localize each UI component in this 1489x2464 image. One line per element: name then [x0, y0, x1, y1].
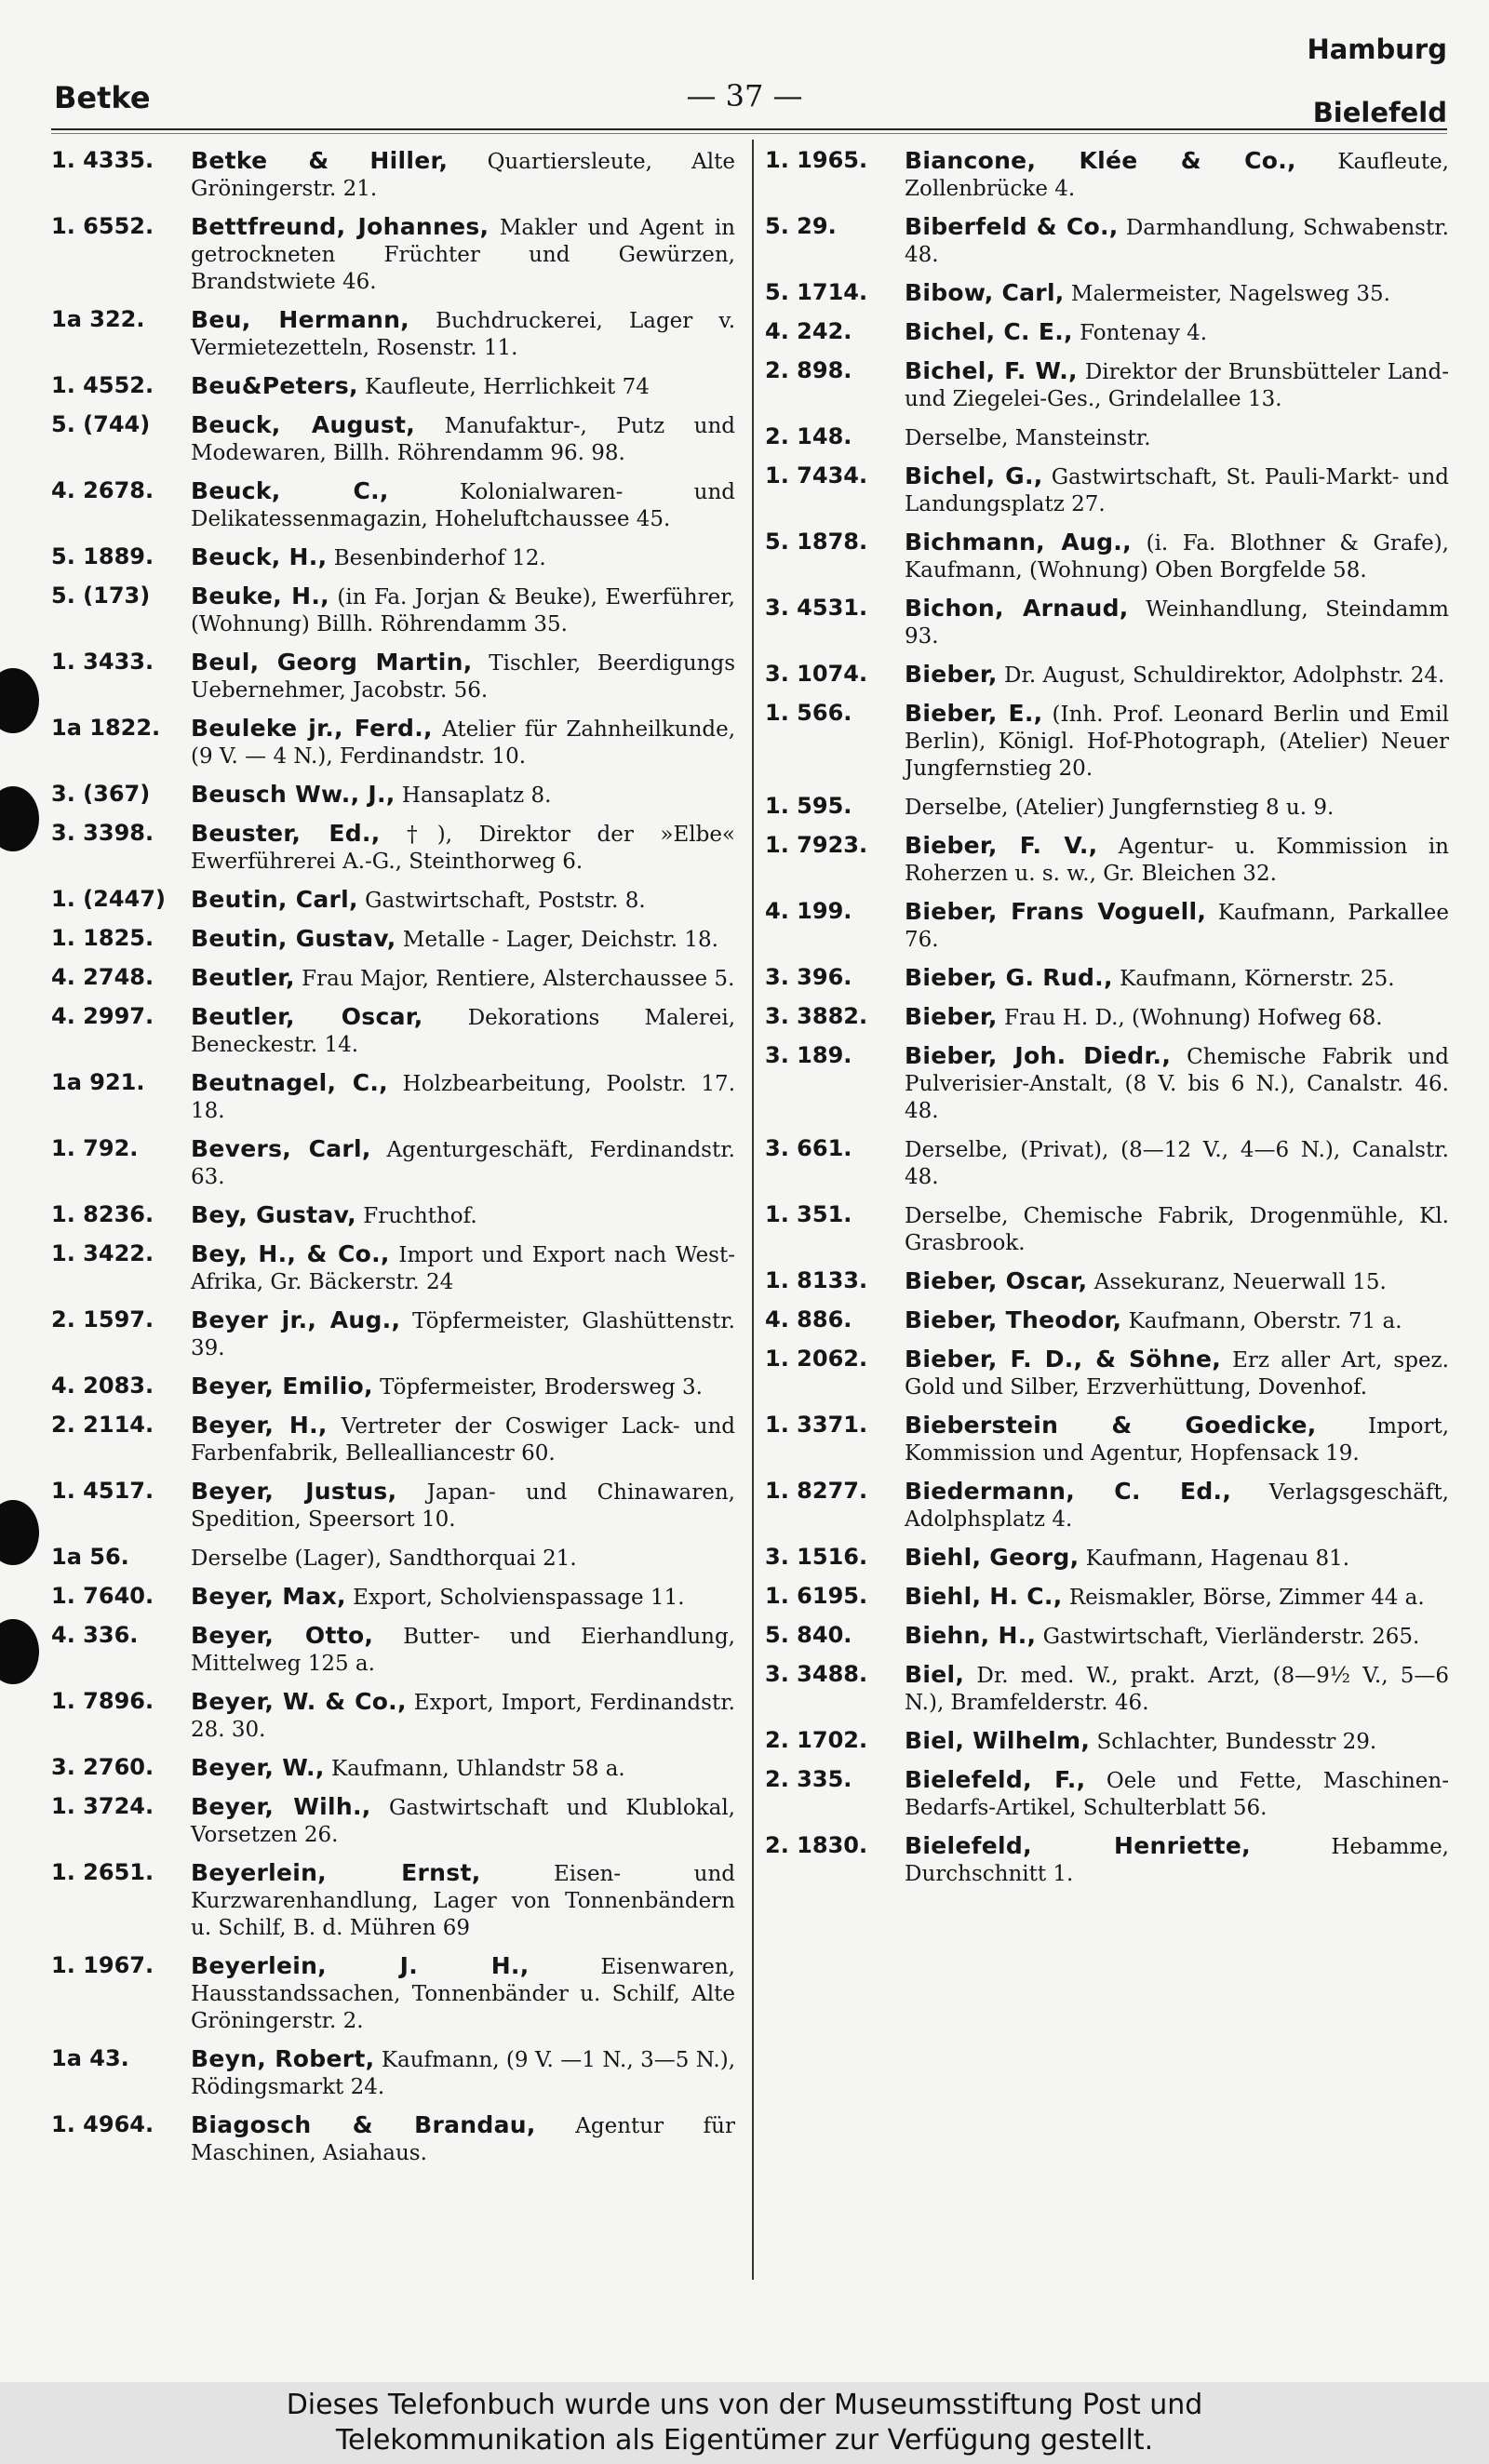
entry-number: 1. 4335. [51, 147, 154, 173]
directory-entry [765, 832, 1449, 888]
directory-entry [51, 147, 735, 203]
directory-entry [51, 2111, 735, 2167]
entry-description: Derselbe, (Privat), (8—12 V., 4—6 N.), Canalstr. 48. [905, 1138, 1449, 1189]
entry-name: Beutler, Oscar, [191, 1003, 423, 1030]
entry-description: Derselbe, Chemische Fabrik, Drogenmühle, Kl. Grasbrook. [905, 1204, 1449, 1255]
entry-name: Bieber, [905, 661, 998, 688]
entry-description: Fontenay 4. [1080, 321, 1208, 345]
entry-description: Holzbearbeitung, Poolstr. 17. 18. [191, 1072, 735, 1123]
directory-entry [51, 543, 735, 572]
entry-number: 1. 792. [51, 1135, 139, 1161]
entry-description: Dr. August, Schuldirektor, Adolphstr. 24. [1004, 663, 1445, 688]
entry-name: Bieber, Frans Voguell, [905, 898, 1207, 925]
entry-name: Biehl, H. C., [905, 1583, 1063, 1610]
entry-description: Dekorations Malerei, Beneckestr. 14. [191, 1006, 736, 1057]
entry-name: Beyer jr., Aug., [191, 1306, 401, 1333]
entry-name: Bichmann, Aug., [905, 529, 1132, 556]
entry-name: Beyer, W., [191, 1754, 325, 1781]
entry-description: Oele und Fette, Maschinen-Bedarfs-Artikel, Schulterblatt 56. [905, 1769, 1450, 1820]
entry-description: Gastwirtschaft, St. Pauli-Markt- und Landungsplatz 27. [905, 465, 1449, 516]
entry-number: 1. 8277. [765, 1478, 868, 1504]
entry-description: Chemische Fabrik und Pulverisier-Anstalt, (8 V. bis 6 N.), Canalstr. 46. 48. [905, 1045, 1449, 1123]
entry-name: Biehl, Georg, [905, 1544, 1080, 1571]
entry-number: 3. 3488. [765, 1661, 868, 1687]
entry-description: Malermeister, Nagelsweg 35. [1070, 282, 1390, 306]
entry-number: 1. 4517. [51, 1478, 154, 1504]
entry-name: Beuck, H., [191, 543, 328, 570]
entry-name: Beyerlein, J. H., [191, 1952, 530, 1979]
entry-name: Bichon, Arnaud, [905, 595, 1129, 622]
entry-name: Beusch Ww., J., [191, 781, 396, 808]
entry-name: Beutler, [191, 964, 295, 991]
punch-hole [0, 1619, 39, 1684]
entry-number: 1. (2447) [51, 886, 166, 912]
entry-description: Assekuranz, Neuerwall 15. [1093, 1270, 1387, 1294]
entry-number: 1. 1965. [765, 147, 868, 173]
entry-name: Bieber, F. V., [905, 832, 1098, 859]
directory-entry [765, 1003, 1449, 1032]
entry-number: 3. 2760. [51, 1754, 154, 1780]
entry-number: 3. 3882. [765, 1003, 868, 1029]
entry-number: 1. 8236. [51, 1201, 154, 1227]
entry-number: 1a 921. [51, 1069, 145, 1095]
directory-entry [51, 1306, 735, 1362]
directory-entry [51, 925, 735, 954]
directory-entry [51, 1793, 735, 1849]
directory-entry [51, 781, 735, 810]
entry-number: 3. 4531. [765, 595, 868, 621]
entry-number: 5. (744) [51, 411, 151, 437]
ownership-caption [0, 2382, 1489, 2464]
directory-entry [765, 1583, 1449, 1612]
caption-line-2: Telekommunikation als Eigentümer zur Verfügung gestellt. [335, 2424, 1154, 2457]
entry-description: Kaufmann, Körnerstr. 25. [1120, 967, 1395, 991]
entry-name: Beu&Peters, [191, 372, 358, 399]
entry-number: 4. 2083. [51, 1373, 154, 1399]
directory-entry [765, 279, 1449, 308]
directory-entry [765, 1544, 1449, 1573]
entry-description: †), Direktor der »Elbe« Ewerführerei A.-G., Steinthorweg 6. [191, 823, 735, 874]
entry-description: Töpfermeister, Glashüttenstr. 39. [191, 1309, 735, 1360]
entry-number: 1. 6552. [51, 213, 154, 239]
entry-description: Derselbe, (Atelier) Jungfernstieg 8 u. 9. [905, 796, 1335, 820]
entry-number: 3. 661. [765, 1135, 852, 1161]
directory-entry [765, 1412, 1449, 1467]
entry-name: Biedermann, C. Ed., [905, 1478, 1232, 1505]
directory-entry [51, 820, 735, 876]
directory-entry [51, 1003, 735, 1059]
entry-name: Bey, H., & Co., [191, 1240, 390, 1267]
entry-name: Bichel, G., [905, 462, 1043, 489]
entry-name: Bichel, C. E., [905, 318, 1073, 345]
entry-name: Bieber, Joh. Diedr., [905, 1042, 1172, 1069]
directory-entry [51, 886, 735, 915]
entry-name: Beuck, C., [191, 477, 389, 504]
entry-number: 4. 199. [765, 898, 852, 924]
entry-number: 2. 898. [765, 357, 852, 383]
column-separator [752, 140, 754, 2280]
entry-description: Kaufleute, Zollenbrücke 4. [905, 150, 1449, 201]
entry-name: Biehn, H., [905, 1622, 1037, 1649]
entry-name: Bey, Gustav, [191, 1201, 356, 1228]
entry-description: (i. Fa. Blothner & Grafe), Kaufmann, (Wohnung) Oben Borgfelde 58. [905, 531, 1449, 583]
entry-description: Gastwirtschaft und Klublokal, Vorsetzen 26. [191, 1796, 735, 1847]
page-number: — 37 — [686, 78, 803, 114]
directory-entry [51, 411, 735, 467]
entry-number: 3. 396. [765, 964, 852, 990]
directory-entry [765, 1306, 1449, 1335]
entry-description: (Inh. Prof. Leonard Berlin und Emil Berlin), Königl. Hof-Photograph, (Atelier) Neuer Jungfernstieg 20. [905, 703, 1449, 781]
entry-name: Biel, [905, 1661, 965, 1688]
entry-name: Beyerlein, Ernst, [191, 1859, 481, 1886]
directory-entry [51, 1622, 735, 1678]
entry-number: 1. 595. [765, 793, 852, 819]
directory-entry [765, 1622, 1449, 1651]
directory-entry [51, 1412, 735, 1467]
entry-number: 3. 1516. [765, 1544, 868, 1570]
entry-number: 5. 840. [765, 1622, 852, 1648]
entry-name: Bieber, Theodor, [905, 1306, 1122, 1333]
entry-description: Gastwirtschaft, Vierländerstr. 265. [1042, 1625, 1420, 1649]
entry-description: Kolonialwaren- und Delikatessenmagazin, Hoheluftchaussee 45. [191, 480, 736, 531]
directory-entry [765, 700, 1449, 783]
entry-number: 1. 3724. [51, 1793, 154, 1819]
directory-entry [51, 1478, 735, 1533]
entry-description: Agenturgeschäft, Ferdinandstr. 63. [191, 1138, 735, 1189]
entry-name: Beyer, Emilio, [191, 1373, 373, 1399]
entry-name: Beuster, Ed., [191, 820, 381, 847]
entry-name: Bieberstein & Goedicke, [905, 1412, 1317, 1439]
entry-name: Biancone, Klée & Co., [905, 147, 1296, 174]
entry-number: 1a 1822. [51, 715, 161, 741]
entry-description: Fruchthof. [363, 1204, 477, 1228]
entry-description: Agentur- u. Kommission in Roherzen u. s. w., Gr. Bleichen 32. [905, 835, 1449, 886]
directory-entry [51, 1544, 735, 1573]
entry-name: Beyer, H., [191, 1412, 328, 1439]
entry-description: Agentur für Maschinen, Asiahaus. [191, 2114, 735, 2165]
entry-name: Bichel, F. W., [905, 357, 1078, 384]
entry-description: Kaufleute, Herrlichkeit 74 [365, 375, 650, 399]
entry-number: 5. 29. [765, 213, 837, 239]
directory-entry [765, 462, 1449, 518]
entry-description: Manufaktur-, Putz und Modewaren, Billh. Röhrendamm 96. 98. [191, 414, 735, 465]
entry-name: Beutnagel, C., [191, 1069, 388, 1096]
entry-description: Reismakler, Börse, Zimmer 44 a. [1068, 1586, 1425, 1610]
entry-number: 1. 7896. [51, 1688, 154, 1714]
directory-entry [765, 1661, 1449, 1717]
punch-hole [0, 1500, 39, 1565]
directory-entry [765, 1042, 1449, 1125]
entry-description: Quartiersleute, Alte Gröningerstr. 21. [191, 150, 735, 201]
directory-entry [51, 477, 735, 533]
entry-number: 5. 1889. [51, 543, 154, 569]
entry-number: 4. 336. [51, 1622, 139, 1648]
entry-name: Bevers, Carl, [191, 1135, 371, 1162]
entry-number: 3. (367) [51, 781, 151, 807]
entry-description: Verlagsgeschäft, Adolphsplatz 4. [905, 1480, 1449, 1532]
entry-number: 4. 242. [765, 318, 852, 344]
entry-number: 1. 2062. [765, 1346, 868, 1372]
entry-description: Besenbinderhof 12. [333, 546, 546, 570]
directory-entry [765, 1832, 1449, 1888]
entry-name: Bielefeld, F., [905, 1766, 1086, 1793]
entry-name: Beyer, W. & Co., [191, 1688, 407, 1715]
directory-entry [51, 583, 735, 638]
entry-description: Vertreter der Coswiger Lack- und Farbenfabrik, Bellealliancestr 60. [191, 1414, 735, 1466]
entry-name: Beyer, Max, [191, 1583, 346, 1610]
directory-entry [51, 1240, 735, 1296]
entry-description: Hansaplatz 8. [401, 783, 552, 808]
directory-entry [765, 318, 1449, 347]
entry-number: 1. 4964. [51, 2111, 154, 2137]
entry-description: Export, Scholvienspassage 11. [353, 1586, 685, 1610]
directory-entry [51, 1069, 735, 1125]
directory-entry [765, 964, 1449, 993]
directory-entry [765, 661, 1449, 690]
entry-number: 1a 322. [51, 306, 145, 332]
entry-description: Darmhandlung, Schwabenstr. 48. [905, 216, 1449, 267]
entry-number: 2. 335. [765, 1766, 852, 1792]
entry-number: 1. 3371. [765, 1412, 868, 1438]
entry-number: 2. 2114. [51, 1412, 154, 1438]
header-rule-thin [51, 133, 1447, 134]
entry-number: 1. 2651. [51, 1859, 154, 1885]
entry-description: Direktor der Brunsbütteler Land- und Ziegelei-Ges., Grindelallee 13. [905, 360, 1449, 411]
entry-number: 1a 56. [51, 1544, 129, 1570]
entry-number: 1. 6195. [765, 1583, 868, 1609]
entry-name: Bieber, G. Rud., [905, 964, 1113, 991]
entry-description: Eisen- und Kurzwarenhandlung, Lager von Tonnenbändern u. Schilf, B. d. Mühren 69 [191, 1862, 735, 1940]
directory-entry [51, 1135, 735, 1191]
entry-number: 5. (173) [51, 583, 151, 609]
entry-number: 3. 3398. [51, 820, 154, 846]
entry-number: 1a 43. [51, 2045, 129, 2071]
right-column [765, 147, 1449, 1898]
directory-entry [51, 1373, 735, 1401]
entry-number: 1. 351. [765, 1201, 852, 1227]
entry-description: Metalle - Lager, Deichstr. 18. [402, 928, 718, 952]
entry-name: Beyn, Robert, [191, 2045, 375, 2072]
left-column [51, 147, 735, 2177]
entry-description: Erz aller Art, spez. Gold und Silber, Erzverhüttung, Dovenhof. [905, 1348, 1449, 1399]
directory-entry [51, 213, 735, 296]
entry-description: Japan- und Chinawaren, Spedition, Speersort 10. [191, 1480, 735, 1532]
entry-description: Dr. med. W., prakt. Arzt, (8—9½ V., 5—6 N.), Bramfelderstr. 46. [905, 1664, 1449, 1715]
entry-description: Kaufmann, Uhlandstr 58 a. [330, 1757, 625, 1781]
entry-description: Frau Major, Rentiere, Alsterchaussee 5. [302, 967, 735, 991]
directory-entry [765, 1727, 1449, 1756]
directory-entry [765, 357, 1449, 413]
directory-entry [51, 1583, 735, 1612]
entry-name: Beutin, Carl, [191, 886, 358, 913]
entry-description: Buchdruckerei, Lager v. Vermietezetteln, Rosenstr. 11. [191, 309, 736, 360]
entry-number: 1. 8133. [765, 1267, 868, 1293]
entry-name: Bielefeld, Henriette, [905, 1832, 1251, 1859]
header-right-top: Hamburg [1307, 33, 1447, 65]
entry-name: Beyer, Wilh., [191, 1793, 371, 1820]
caption-line-1: Dieses Telefonbuch wurde uns von der Museumsstiftung Post und [286, 2389, 1203, 2421]
punch-hole [0, 786, 39, 851]
entry-description: Export, Import, Ferdinandstr. 28. 30. [191, 1691, 735, 1742]
directory-entry [51, 715, 735, 770]
entry-description: Frau H. D., (Wohnung) Hofweg 68. [1004, 1006, 1383, 1030]
entry-number: 4. 2997. [51, 1003, 154, 1029]
punch-hole [0, 668, 39, 733]
entry-number: 1. 1967. [51, 1952, 154, 1978]
directory-entry [51, 1201, 735, 1230]
entry-description: Eisenwaren, Hausstandssachen, Tonnenbänder u. Schilf, Alte Gröningerstr. 2. [191, 1955, 735, 2033]
entry-description: Import, Kommission und Agentur, Hopfensack 19. [905, 1414, 1450, 1466]
entry-number: 1. 3433. [51, 649, 154, 675]
directory-entry [765, 423, 1449, 452]
entry-number: 5. 1878. [765, 529, 868, 555]
entry-description: Weinhandlung, Steindamm 93. [905, 597, 1449, 649]
entry-name: Beu, Hermann, [191, 306, 409, 333]
entry-description: (in Fa. Jorjan & Beuke), Ewerführer, (Wohnung) Billh. Röhrendamm 35. [191, 585, 735, 636]
entry-number: 3. 189. [765, 1042, 852, 1068]
entry-name: Bettfreund, Johannes, [191, 213, 490, 240]
entry-number: 2. 148. [765, 423, 852, 449]
entry-number: 1. 7434. [765, 462, 868, 489]
entry-number: 2. 1830. [765, 1832, 868, 1858]
entry-number: 3. 1074. [765, 661, 868, 687]
header-right-bottom: Bielefeld [1312, 97, 1447, 128]
entry-number: 2. 1597. [51, 1306, 154, 1332]
directory-entry [51, 2045, 735, 2101]
entry-description: Hebamme, Durchschnitt 1. [905, 1835, 1449, 1886]
entry-number: 4. 886. [765, 1306, 852, 1332]
entry-description: Kaufmann, Oberstr. 71 a. [1128, 1309, 1402, 1333]
entry-number: 1. 1825. [51, 925, 154, 951]
directory-entry [51, 1754, 735, 1783]
directory-entry [765, 793, 1449, 822]
entry-number: 4. 2748. [51, 964, 154, 990]
directory-entry [765, 1201, 1449, 1257]
entry-name: Bibow, Carl, [905, 279, 1065, 306]
entry-description: Derselbe (Lager), Sandthorquai 21. [191, 1547, 577, 1571]
entry-name: Biberfeld & Co., [905, 213, 1119, 240]
directory-entry [765, 595, 1449, 650]
entry-number: 1. 7923. [765, 832, 868, 858]
header-rule [51, 128, 1447, 130]
entry-number: 2. 1702. [765, 1727, 868, 1753]
header-left-word: Betke [54, 80, 151, 115]
entry-name: Biagosch & Brandau, [191, 2111, 536, 2138]
entry-name: Bieber, Oscar, [905, 1267, 1088, 1294]
directory-entry [51, 1688, 735, 1744]
directory-entry [765, 1267, 1449, 1296]
entry-number: 1. 7640. [51, 1583, 154, 1609]
entry-description: Schlachter, Bundesstr 29. [1096, 1730, 1377, 1754]
entry-name: Bieber, E., [905, 700, 1043, 727]
entry-description: Atelier für Zahnheilkunde, (9 V. — 4 N.), Ferdinandstr. 10. [191, 717, 736, 769]
directory-entry [51, 372, 735, 401]
entry-name: Beuleke jr., Ferd., [191, 715, 433, 742]
entry-description: Kaufmann, (9 V. —1 N., 3—5 N.), Rödingsmarkt 24. [191, 2048, 736, 2099]
directory-entry [51, 649, 735, 704]
entry-name: Biel, Wilhelm, [905, 1727, 1091, 1754]
entry-number: 5. 1714. [765, 279, 868, 305]
entry-description: Derselbe, Mansteinstr. [905, 426, 1151, 450]
entry-name: Beyer, Justus, [191, 1478, 397, 1505]
entry-description: Butter- und Eierhandlung, Mittelweg 125 a. [191, 1625, 735, 1676]
directory-entry [51, 964, 735, 993]
entry-name: Beutin, Gustav, [191, 925, 396, 952]
entry-description: Kaufmann, Hagenau 81. [1085, 1547, 1350, 1571]
entry-number: 1. 4552. [51, 372, 154, 398]
entry-description: Makler und Agent in getrockneten Früchter und Gewürzen, Brandstwiete 46. [191, 216, 735, 294]
entry-description: Kaufmann, Parkallee 76. [905, 901, 1449, 952]
entry-number: 1. 3422. [51, 1240, 154, 1266]
entry-number: 1. 566. [765, 700, 852, 726]
entry-name: Beyer, Otto, [191, 1622, 374, 1649]
entry-name: Bieber, [905, 1003, 998, 1030]
entry-description: Töpfermeister, Brodersweg 3. [380, 1375, 703, 1399]
entry-description: Import und Export nach West-Afrika, Gr. Bäckerstr. 24 [191, 1243, 735, 1294]
directory-entry [765, 1766, 1449, 1822]
entry-description: Gastwirtschaft, Poststr. 8. [365, 889, 646, 913]
entry-name: Bieber, F. D., & Söhne, [905, 1346, 1222, 1373]
directory-entry [51, 306, 735, 362]
entry-name: Betke & Hiller, [191, 147, 449, 174]
entry-name: Beuke, H., [191, 583, 329, 609]
directory-entry [765, 1346, 1449, 1401]
directory-entry [765, 147, 1449, 203]
directory-entry [765, 1135, 1449, 1191]
entry-name: Beuck, August, [191, 411, 416, 438]
directory-entry [765, 898, 1449, 954]
entry-number: 4. 2678. [51, 477, 154, 503]
directory-entry [765, 213, 1449, 269]
entry-description: Tischler, Beerdigungs Uebernehmer, Jacobstr. 56. [191, 651, 736, 703]
directory-entry [765, 1478, 1449, 1533]
directory-entry [51, 1859, 735, 1942]
directory-entry [51, 1952, 735, 2035]
entry-name: Beul, Georg Martin, [191, 649, 473, 676]
directory-entry [765, 529, 1449, 584]
